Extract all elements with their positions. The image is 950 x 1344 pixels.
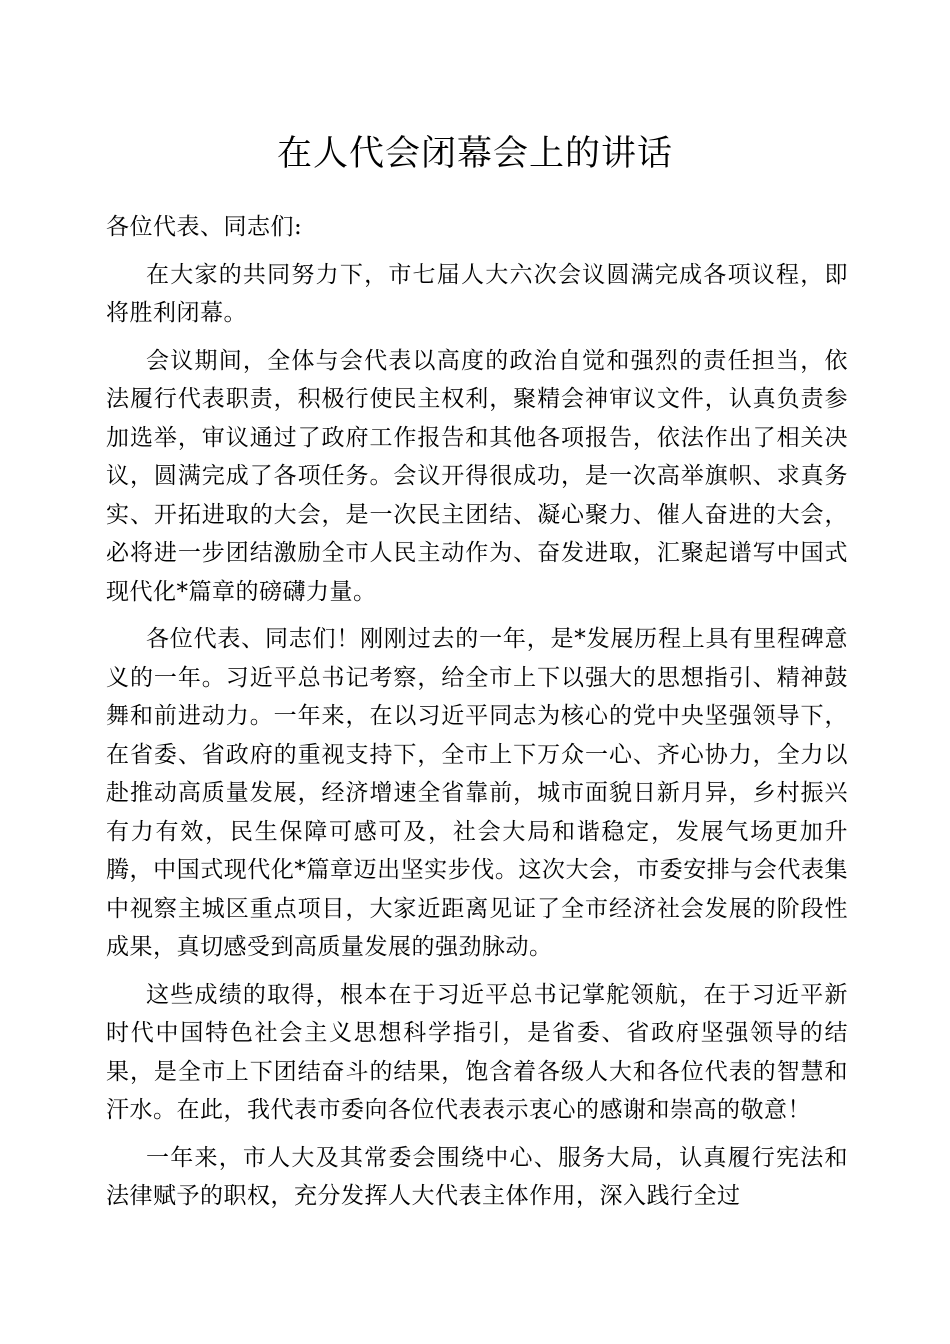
paragraph-3: 各位代表、同志们！刚刚过去的一年，是*发展历程上具有里程碑意义的一年。习近平总书记考察，给全市上下以强大的思想指引、精神鼓舞和前进动力。一年来，在以习近平同志为核心的党中央坚强领导下，在省委、省政府的重视支持下，全市上下万众一心、齐心协力，全力以赴推动高质量发展，经济增速全省靠前，城市面貌日新月异，乡村振兴有力有效，民生保障可感可及，社会大局和谐稳定，发展气场更加升腾，中国式现代化*篇章迈出坚实步伐。这次大会，市委安排与会代表集中视察主城区重点项目，大家近距离见证了全市经济社会发展的阶段性成果，真切感受到高质量发展的强劲脉动。 [106,626,848,960]
paragraph-1: 在大家的共同努力下，市七届人大六次会议圆满完成各项议程，即将胜利闭幕。 [106,261,848,326]
paragraph-4: 这些成绩的取得，根本在于习近平总书记掌舵领航，在于习近平新时代中国特色社会主义思想科学指引，是省委、省政府坚强领导的结果，是全市上下团结奋斗的结果，饱含着各级人大和各位代表的智慧和汗水。在此，我代表市委向各位代表表示衷心的感谢和崇高的敬意！ [106,981,848,1123]
paragraph-5: 一年来，市人大及其常委会围绕中心、服务大局，认真履行宪法和法律赋予的职权，充分发挥人大代表主体作用，深入践行全过 [106,1144,848,1209]
page-title: 在人代会闭幕会上的讲话 [276,134,673,174]
speech-body [106,208,848,1225]
salutation: 各位代表、同志们: [106,214,303,240]
paragraph-2: 会议期间，全体与会代表以高度的政治自觉和强烈的责任担当，依法履行代表职责，积极行使民主权利，聚精会神审议文件，认真负责参加选举，审议通过了政府工作报告和其他各项报告，依法作出了相关决议，圆满完成了各项任务。会议开得很成功，是一次高举旗帜、求真务实、开拓进取的大会，是一次民主团结、凝心聚力、催人奋进的大会，必将进一步团结激励全市人民主动作为、奋发进取，汇聚起谱写中国式现代化*篇章的磅礴力量。 [106,347,848,605]
